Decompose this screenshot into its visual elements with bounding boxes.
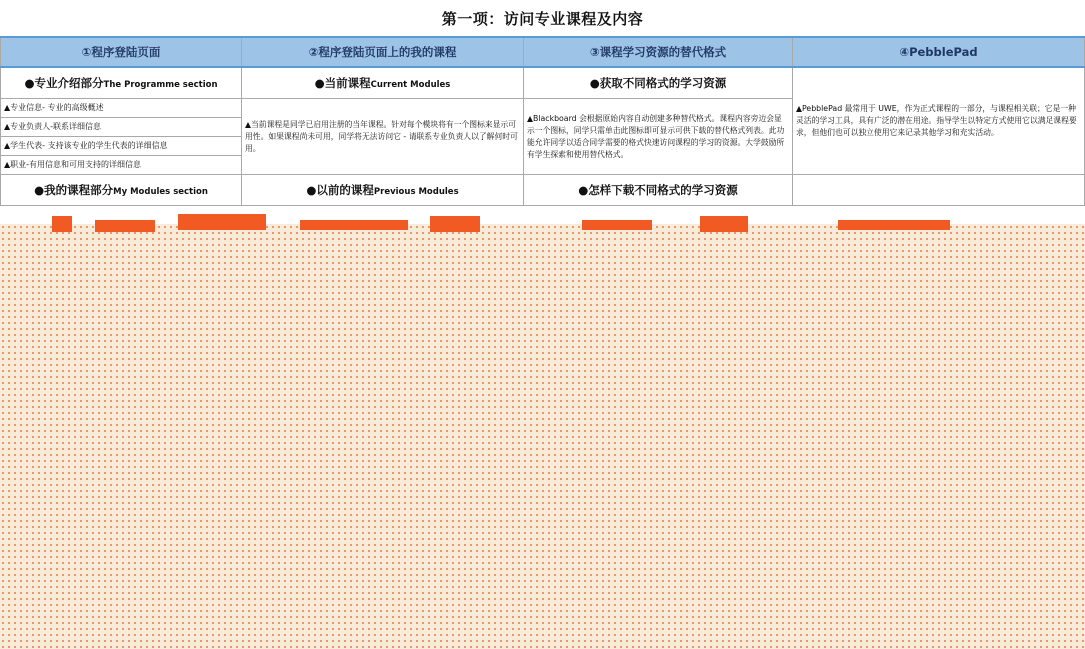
overlay-stroke <box>838 220 950 230</box>
header-cell-4: ④PebblePad <box>793 37 1085 67</box>
overlay-stroke <box>178 214 266 230</box>
section-title-en: Current Modules <box>370 80 451 90</box>
content-table <box>0 36 1085 206</box>
bullet: ● <box>589 76 600 90</box>
section-title-en: The Programme section <box>103 80 218 90</box>
programme-item-2: ▲专业负责人-联系详细信息 <box>1 118 242 137</box>
bullet: ● <box>578 183 589 197</box>
bullet: ● <box>24 76 35 90</box>
overlay-stroke <box>430 216 480 232</box>
bullet: ● <box>306 183 317 197</box>
page-title: 第一项：访问专业课程及内容 <box>441 9 644 28</box>
section-my-modules <box>1 175 242 206</box>
bullet: ● <box>314 76 325 90</box>
section-download-formats <box>524 175 793 206</box>
overlay-stroke <box>582 220 652 230</box>
overlay-stroke <box>95 220 155 232</box>
obscured-overlay <box>0 224 1085 649</box>
section-title-cn: 以前的课程 <box>316 183 374 197</box>
section-title-cn: 当前课程 <box>324 76 371 90</box>
section-alt-formats <box>524 67 793 99</box>
empty-cell <box>793 175 1085 206</box>
header-row <box>1 37 1085 67</box>
programme-item-1: ▲专业信息- 专业的高级概述 <box>1 99 242 118</box>
alt-formats-description: ▲Blackboard 会根据原始内容自动创建多种替代格式。课程内容旁边会显示一个图标，同学只需单击此图标即可显示可供下载的替代格式列表。此功能允许同学以适合同学需要的格式快速访问课程的学习的资源。大学鼓励所有学生探索和使用替代格式。 <box>524 99 793 175</box>
section-title-en: Previous Modules <box>373 187 459 197</box>
section-title-cn: 专业介绍部分 <box>34 76 104 90</box>
section-row-1 <box>1 67 1085 99</box>
pebblepad-description: ▲PebblePad 最常用于 UWE，作为正式课程的一部分，与课程相关联；它是一种灵活的学习工具，具有广泛的潜在用途。指导学生以特定方式使用它以满足课程要求，但他们也可以独立使用它来记录其他学习和充实活动。 <box>793 67 1085 175</box>
section-title-en: My Modules section <box>113 187 208 197</box>
overlay-stroke <box>300 220 408 230</box>
header-cell-3: ③课程学习资源的替代格式 <box>524 37 793 67</box>
section-programme <box>1 67 242 99</box>
overlay-stroke <box>700 216 748 232</box>
programme-item-3: ▲学生代表- 支持该专业的学生代表的详细信息 <box>1 137 242 156</box>
header-cell-2: ②程序登陆页面上的我的课程 <box>242 37 524 67</box>
current-modules-description: ▲当前课程是同学已启用注册的当年课程。针对每个模块将有一个图标来显示可用性。如果课程尚未可用，同学将无法访问它 - 请联系专业负责人以了解何时可用。 <box>242 99 524 175</box>
header-cell-1: ①程序登陆页面 <box>1 37 242 67</box>
section-row-2 <box>1 175 1085 206</box>
section-current-modules <box>242 67 524 99</box>
section-title-cn: 获取不同格式的学习资源 <box>599 76 727 90</box>
section-title-cn: 怎样下载不同格式的学习资源 <box>588 183 738 197</box>
overlay-stroke <box>52 216 72 232</box>
section-title-cn: 我的课程部分 <box>44 183 114 197</box>
section-previous-modules <box>242 175 524 206</box>
programme-item-4: ▲职业-有用信息和可用支持的详细信息 <box>1 156 242 175</box>
bullet: ● <box>34 183 45 197</box>
